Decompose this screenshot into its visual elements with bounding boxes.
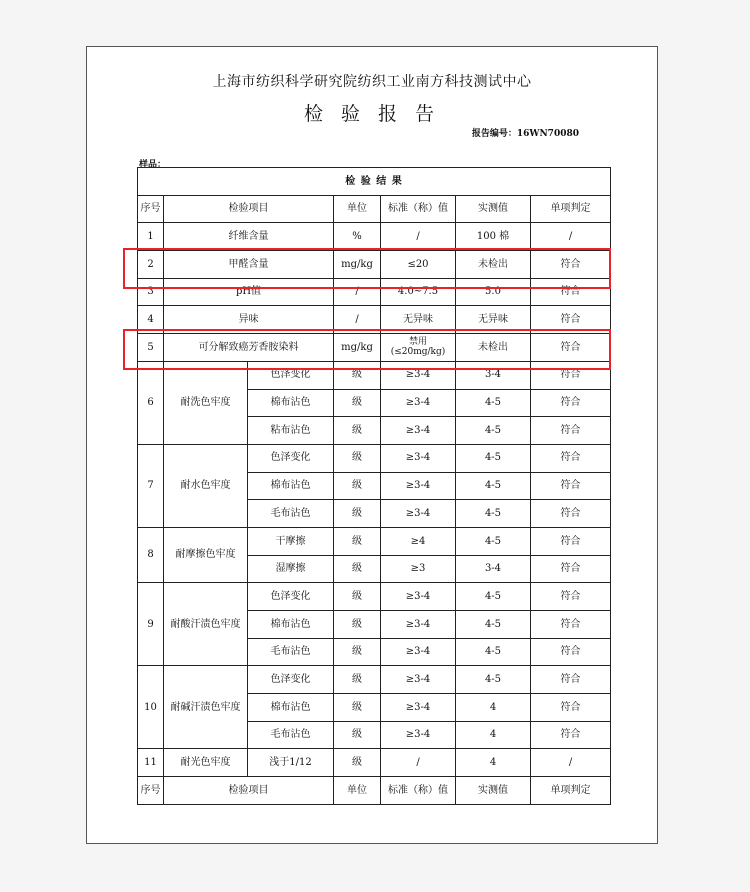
verdict: 符合 [531, 527, 611, 555]
col-footer-verdict: 单项判定 [531, 777, 611, 805]
col-header-standard: 标准（称）值 [381, 195, 456, 223]
col-header-unit: 单位 [334, 195, 381, 223]
test-item: 纤维含量 [164, 223, 334, 251]
verdict: 符合 [531, 361, 611, 389]
measured-value: 无异味 [456, 306, 531, 334]
standard-value: ≥3-4 [381, 721, 456, 749]
unit: 级 [334, 444, 381, 472]
section-title: 检 验 结 果 [138, 168, 611, 196]
row-number: 8 [138, 527, 164, 582]
test-item: 耐摩擦色牢度 [164, 527, 248, 582]
verdict: 符合 [531, 638, 611, 666]
unit: / [334, 306, 381, 334]
row-number: 2 [138, 251, 164, 279]
test-subitem: 棉布沾色 [248, 611, 334, 639]
standard-value: ≥4 [381, 527, 456, 555]
table-row [138, 583, 611, 611]
verdict: 符合 [531, 666, 611, 694]
standard-value-line1: 禁用 [408, 336, 427, 347]
standard-value: ≤20 [381, 251, 456, 279]
col-footer-no: 序号 [138, 777, 164, 805]
row-number: 5 [138, 334, 164, 362]
measured-value: 100 棉 [456, 223, 531, 251]
test-subitem: 毛布沾色 [248, 500, 334, 528]
measured-value: 未检出 [456, 251, 531, 279]
test-item: 耐水色牢度 [164, 444, 248, 527]
standard-value: ≥3-4 [381, 666, 456, 694]
measured-value: 3-4 [456, 361, 531, 389]
unit: 级 [334, 417, 381, 445]
col-footer-measured: 实测值 [456, 777, 531, 805]
unit: / [334, 278, 381, 306]
measured-value: 4-5 [456, 527, 531, 555]
measured-value: 未检出 [456, 334, 531, 362]
test-item: pH值 [164, 278, 334, 306]
unit: 级 [334, 361, 381, 389]
organization-name: 上海市纺织科学研究院纺织工业南方科技测试中心 [212, 74, 532, 90]
col-footer-unit: 单位 [334, 777, 381, 805]
table-row [138, 527, 611, 555]
row-number: 4 [138, 306, 164, 334]
unit: 级 [334, 527, 381, 555]
standard-value: 4.0~7.5 [381, 278, 456, 306]
test-subitem: 毛布沾色 [248, 638, 334, 666]
highlight-box-formaldehyde [123, 248, 611, 289]
report-number: 报告编号：16WN70080 [471, 129, 579, 139]
unit: 级 [334, 500, 381, 528]
standard-value: ≥3 [381, 555, 456, 583]
highlight-box-aromatic-amine [123, 329, 611, 370]
measured-value: 4-5 [456, 666, 531, 694]
measured-value: 3-4 [456, 555, 531, 583]
verdict: 符合 [531, 389, 611, 417]
test-item: 可分解致癌芳香胺染料 [164, 334, 334, 362]
measured-value: 4-5 [456, 444, 531, 472]
verdict: 符合 [531, 555, 611, 583]
standard-value: ≥3-4 [381, 583, 456, 611]
verdict: 符合 [531, 444, 611, 472]
standard-value: 无异味 [381, 306, 456, 334]
col-header-no: 序号 [138, 195, 164, 223]
standard-value: ≥3-4 [381, 500, 456, 528]
verdict: 符合 [531, 472, 611, 500]
measured-value: 4-5 [456, 417, 531, 445]
table-section-row [138, 168, 611, 196]
standard-value: ≥3-4 [381, 611, 456, 639]
test-item: 耐碱汗渍色牢度 [164, 666, 248, 749]
test-item: 耐光色牢度 [164, 749, 248, 777]
standard-value: ≥3-4 [381, 472, 456, 500]
test-subitem: 粘布沾色 [248, 417, 334, 445]
unit: mg/kg [334, 334, 381, 362]
verdict: / [531, 749, 611, 777]
unit: 级 [334, 721, 381, 749]
row-number: 6 [138, 361, 164, 444]
test-subitem: 色泽变化 [248, 361, 334, 389]
unit: 级 [334, 694, 381, 722]
verdict: 符合 [531, 251, 611, 279]
report-title: 检 验 报 告 [303, 103, 441, 125]
table-footer-row [138, 777, 611, 805]
test-item: 甲醛含量 [164, 251, 334, 279]
col-footer-standard: 标准（称）值 [381, 777, 456, 805]
table-header-row [138, 195, 611, 223]
measured-value: 4-5 [456, 611, 531, 639]
table-row [138, 666, 611, 694]
unit: mg/kg [334, 251, 381, 279]
table-row [138, 444, 611, 472]
test-item: 耐酸汗渍色牢度 [164, 583, 248, 666]
standard-value: ≥3-4 [381, 444, 456, 472]
standard-value: / [381, 749, 456, 777]
measured-value: 5.0 [456, 278, 531, 306]
measured-value: 4-5 [456, 500, 531, 528]
test-subitem: 棉布沾色 [248, 694, 334, 722]
unit: 级 [334, 638, 381, 666]
measured-value: 4 [456, 749, 531, 777]
unit: 级 [334, 749, 381, 777]
test-subitem: 浅于1/12 [248, 749, 334, 777]
test-item: 异味 [164, 306, 334, 334]
unit: 级 [334, 555, 381, 583]
standard-value: ≥3-4 [381, 638, 456, 666]
row-number: 11 [138, 749, 164, 777]
standard-value-line2: (≤20mg/kg) [390, 347, 446, 358]
unit: % [334, 223, 381, 251]
row-number: 3 [138, 278, 164, 306]
test-subitem: 色泽变化 [248, 444, 334, 472]
row-number: 7 [138, 444, 164, 527]
sample-label: 样品： [139, 160, 167, 170]
standard-value: ≥3-4 [381, 417, 456, 445]
col-footer-item: 检验项目 [164, 777, 334, 805]
verdict: 符合 [531, 694, 611, 722]
table-row [138, 223, 611, 251]
verdict: 符合 [531, 583, 611, 611]
test-subitem: 色泽变化 [248, 583, 334, 611]
measured-value: 4-5 [456, 583, 531, 611]
unit: 级 [334, 389, 381, 417]
verdict: 符合 [531, 334, 611, 362]
verdict: 符合 [531, 721, 611, 749]
test-subitem: 棉布沾色 [248, 389, 334, 417]
standard-value: ≥3-4 [381, 361, 456, 389]
col-header-measured: 实测值 [456, 195, 531, 223]
col-header-item: 检验项目 [164, 195, 334, 223]
measured-value: 4-5 [456, 638, 531, 666]
measured-value: 4-5 [456, 389, 531, 417]
verdict: 符合 [531, 611, 611, 639]
test-subitem: 色泽变化 [248, 666, 334, 694]
test-subitem: 毛布沾色 [248, 721, 334, 749]
test-subitem: 干摩擦 [248, 527, 334, 555]
unit: 级 [334, 472, 381, 500]
test-item: 耐洗色牢度 [164, 361, 248, 444]
test-subitem: 棉布沾色 [248, 472, 334, 500]
measured-value: 4 [456, 721, 531, 749]
col-header-verdict: 单项判定 [531, 195, 611, 223]
test-subitem: 湿摩擦 [248, 555, 334, 583]
verdict: / [531, 223, 611, 251]
unit: 级 [334, 666, 381, 694]
table-row [138, 749, 611, 777]
standard-value: ≥3-4 [381, 389, 456, 417]
verdict: 符合 [531, 417, 611, 445]
verdict: 符合 [531, 278, 611, 306]
row-number: 1 [138, 223, 164, 251]
measured-value: 4-5 [456, 472, 531, 500]
standard-value: / [381, 223, 456, 251]
row-number: 9 [138, 583, 164, 666]
verdict: 符合 [531, 500, 611, 528]
report-page [86, 46, 658, 844]
unit: 级 [334, 583, 381, 611]
verdict: 符合 [531, 306, 611, 334]
unit: 级 [334, 611, 381, 639]
measured-value: 4 [456, 694, 531, 722]
row-number: 10 [138, 666, 164, 749]
standard-value: ≥3-4 [381, 694, 456, 722]
